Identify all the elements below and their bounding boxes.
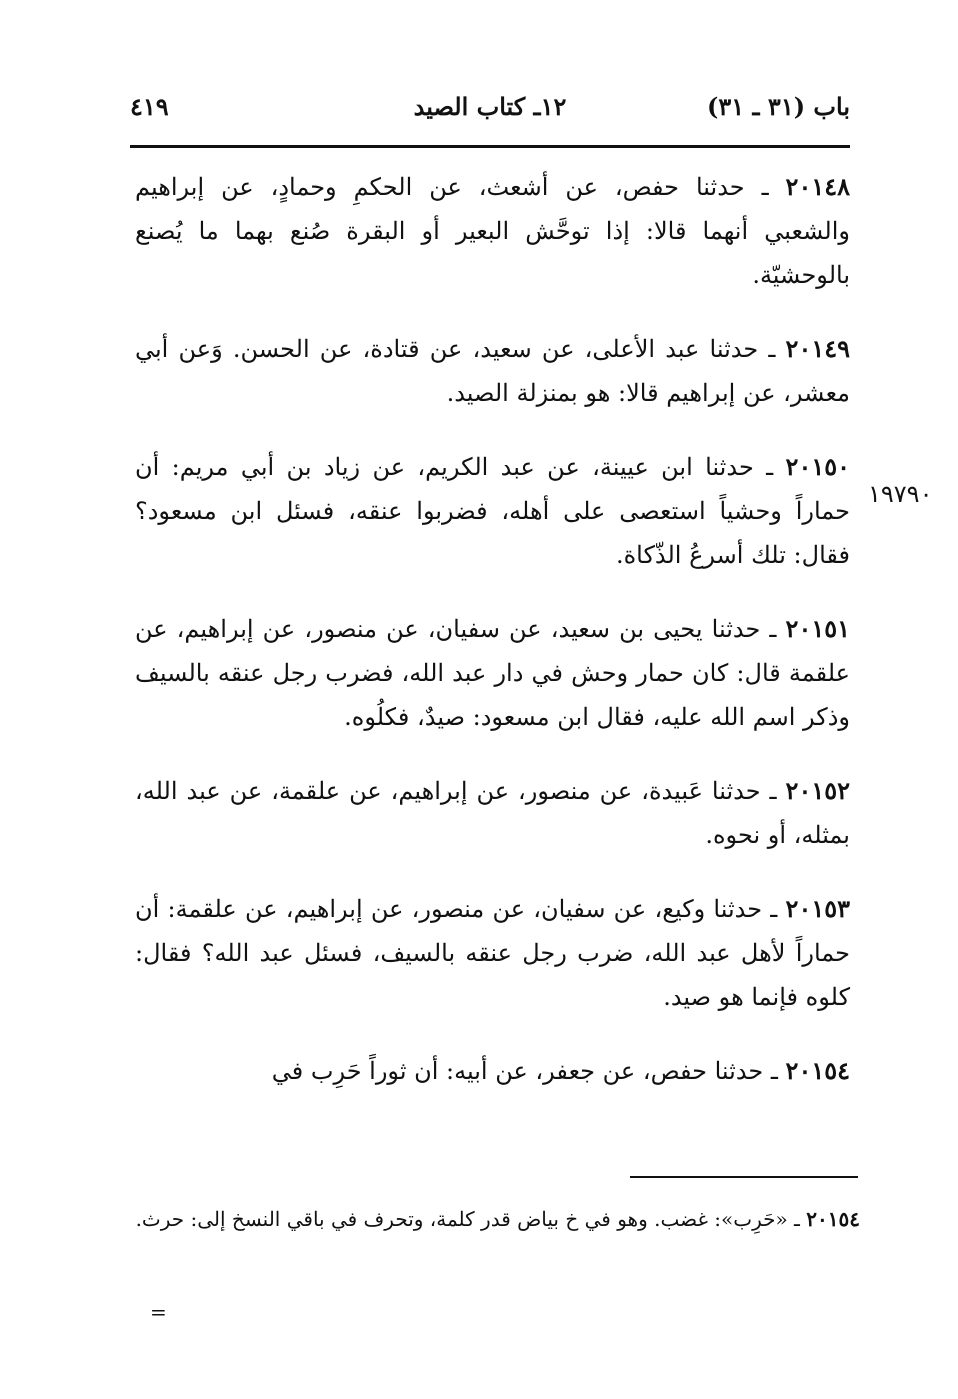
header-rule: [130, 145, 850, 148]
hadith-text: ـ حدثنا حفص، عن جعفر، عن أبيه: أن ثوراً حَرِب في: [271, 1057, 786, 1085]
hadith-entry: [135, 769, 850, 857]
hadith-number: ٢٠١٥٣: [785, 894, 850, 923]
hadith-number: ٢٠١٥٤: [785, 1056, 850, 1085]
hadith-text: ـ حدثنا ابن عيينة، عن عبد الكريم، عن زياد بن أبي مريم: أن حماراً وحشياً استعصى على أهله، فضربوا عنقه، فسئل ابن مسعود؟ فقال: تلك أسرعُ الذّكاة.: [135, 453, 850, 569]
hadith-text: ـ حدثنا وكيع، عن سفيان، عن منصور، عن إبراهيم، عن علقمة: أن حماراً لأهل عبد الله، ضرب رجل عنقه بالسيف، فسئل عبد الله؟ فقال: كلوه فإنما هو صيد.: [135, 895, 850, 1011]
hadith-text: ـ حدثنا عَبيدة، عن منصور، عن إبراهيم، عن علقمة، عن عبد الله، بمثله، أو نحوه.: [135, 777, 850, 849]
hadith-text: ـ حدثنا عبد الأعلى، عن سعيد، عن قتادة، عن الحسن. وَعن أبي معشر، عن إبراهيم قالا: هو بمنزلة الصيد.: [135, 335, 850, 407]
hadith-number: ٢٠١٥٠: [785, 452, 850, 481]
footnote: [135, 1200, 860, 1238]
hadith-entry: [135, 1049, 850, 1093]
hadith-entry: [135, 327, 850, 415]
footnote-rule: [630, 1176, 858, 1178]
hadith-number: ٢٠١٥١: [785, 614, 850, 643]
page-header: [130, 88, 850, 132]
continuation-mark: =: [150, 1300, 167, 1324]
book-title: ١٢ـ كتاب الصيد: [413, 92, 567, 121]
hadith-text: ـ حدثنا يحيى بن سعيد، عن سفيان، عن منصور، عن إبراهيم، عن علقمة قال: كان حمار وحش في دار عبد الله، فضرب رجل عنقه بالسيف وذكر اسم الله عليه، فقال ابن مسعود: صيدٌ، فكلُوه.: [135, 615, 850, 731]
page-number: ٤١٩: [130, 92, 169, 121]
hadith-number: ٢٠١٤٨: [785, 172, 850, 201]
footnote-number: ٢٠١٥٤: [806, 1207, 860, 1231]
hadith-entry: [135, 165, 850, 297]
hadith-entry: [135, 887, 850, 1019]
hadith-number: ٢٠١٥٢: [785, 776, 850, 805]
hadith-text: ـ حدثنا حفص، عن أشعث، عن الحكمِ وحمادٍ، عن إبراهيم والشعبي أنهما قالا: إذا توحَّش البعير أو البقرة صُنع بهما ما يُصنع بالوحشيّة.: [135, 173, 850, 289]
hadith-entry: [135, 607, 850, 739]
hadith-number: ٢٠١٤٩: [785, 334, 850, 363]
chapter-title: باب (٣١ ـ ٣١): [707, 92, 850, 121]
hadith-entry: [135, 445, 850, 577]
main-text: [135, 165, 850, 1123]
footnote-text: ـ «حَرِب»: غضب. وهو في خ بياض قدر كلمة، وتحرف في باقي النسخ إلى: حرث.: [135, 1207, 807, 1231]
margin-reference-number: ١٩٧٩٠: [868, 480, 933, 508]
